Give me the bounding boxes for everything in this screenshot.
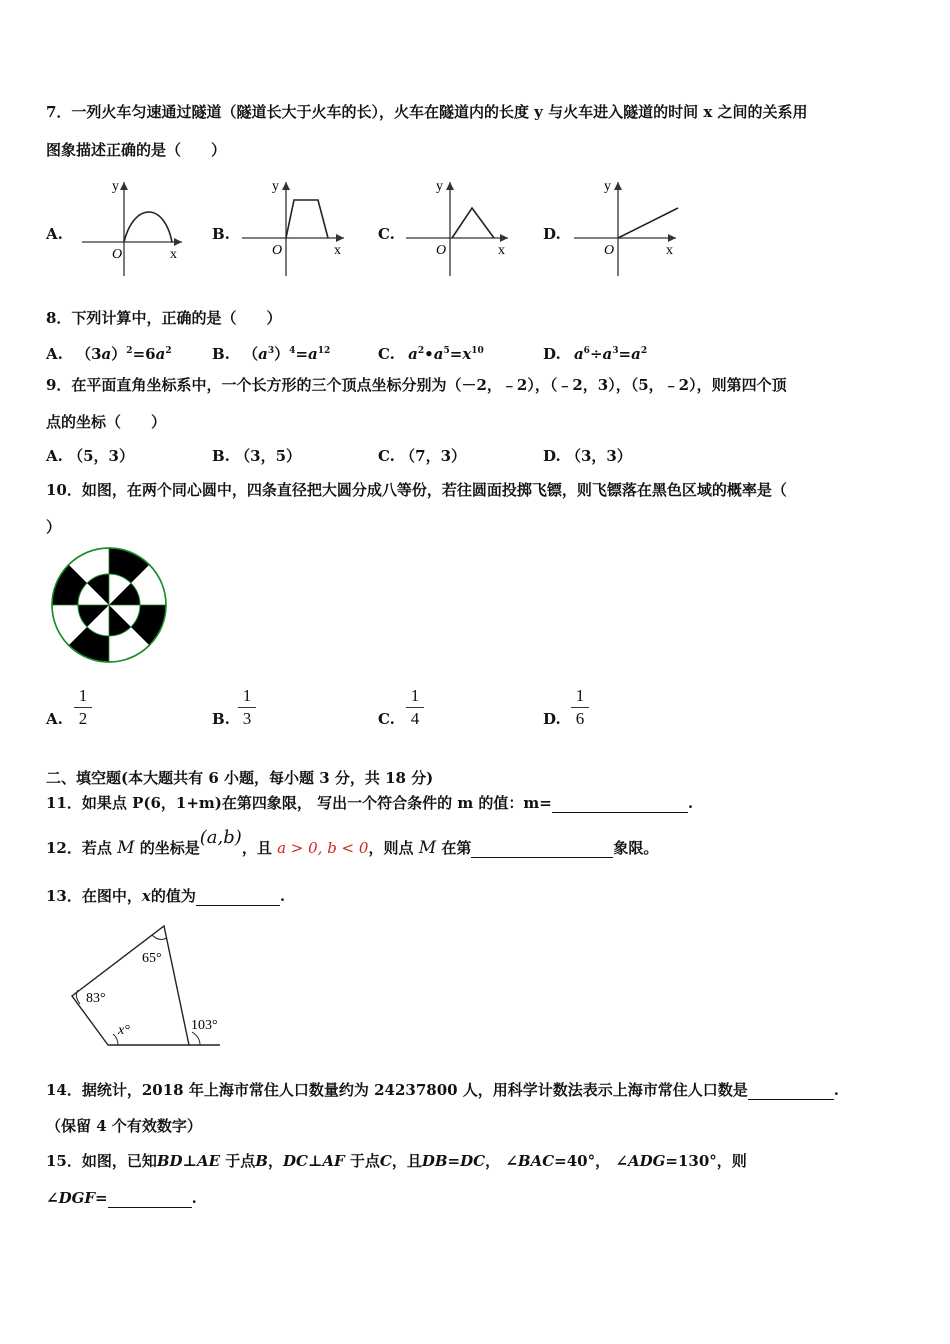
q7-d-xlabel: x — [666, 243, 673, 258]
q7-line1: 7．一列火车匀速通过隧道（隧道长大于火车的长），火车在隧道内的长度 y 与火车进入隧道的时间 x 之间的关系用 — [46, 103, 808, 121]
q7-b-ylabel: y — [272, 179, 279, 194]
section2-heading: 二、填空题(本大题共有 6 小题，每小题 3 分，共 18 分) — [46, 769, 434, 787]
q9-option-a: A. （5，3） — [46, 447, 134, 465]
q8-option-a: A. $(3a)^2=6a^2$ — [46, 345, 172, 363]
q8-label-b: B. — [212, 345, 230, 363]
q9-option-b: B. （3，5） — [212, 447, 302, 465]
q10-fraction-b: 1 3 — [236, 686, 258, 729]
q8-option-d: D. $a^6\div a^3=a^2$ — [543, 345, 648, 363]
q9-line1: 9．在平面直角坐标系中，一个长方形的三个顶点坐标分别为（－2，﹣2），（﹣2，3），（5，﹣2），则第四个顶 — [46, 376, 787, 394]
q10-line1: 10．如图，在两个同心圆中，四条直径把大圆分成八等份，若往圆面投掷飞镖，则飞镖落在黑色区域的概率是（ — [46, 481, 787, 499]
q10-label-c: C. — [378, 710, 395, 728]
q15-line2: ∠DGF= . — [46, 1189, 197, 1207]
q8-label-c: C. — [378, 345, 395, 363]
q13-angle-65: 65° — [142, 951, 162, 966]
q7-graph-b — [238, 176, 350, 280]
q11-answer-blank — [552, 796, 688, 813]
q8-option-c: C. $a^2•a^5=x^{10}$ — [378, 345, 484, 363]
q9-line2: 点的坐标（ ） — [46, 413, 167, 431]
q13-answer-blank — [196, 889, 280, 906]
q14-line1: 14．据统计，2018 年上海市常住人口数量约为 24237800 人，用科学计数法表示上海市常住人口数是 . — [46, 1081, 840, 1099]
q10-label-a: A. — [46, 710, 63, 728]
q8-option-b: B. $(a^3)^4=a^{12}$ — [212, 345, 331, 363]
q7-label-c: C. — [378, 225, 395, 243]
q7-b-origin: O — [272, 243, 283, 258]
q7-graph-d — [570, 176, 682, 280]
q7-b-xlabel: x — [334, 243, 341, 258]
q13-angle-83: 83° — [86, 991, 106, 1006]
q10-fraction-d: 1 6 — [569, 686, 591, 729]
q7-label-a: A. — [46, 225, 63, 243]
q8-stem: 8．下列计算中，正确的是（ ） — [46, 309, 282, 327]
q7-label-b: B. — [212, 225, 230, 243]
q9-option-d: D. （3，3） — [543, 447, 632, 465]
q8-label-d: D. — [543, 345, 561, 363]
q7-label-d: D. — [543, 225, 561, 243]
q7-line2: 图象描述正确的是（ ） — [46, 141, 227, 159]
q13-line: 13．在图中，x的值为 . — [46, 887, 286, 905]
q7-c-xlabel: x — [498, 243, 505, 258]
q13-angle-x: x° — [118, 1023, 130, 1038]
q7-a-origin: O — [112, 247, 123, 262]
q10-fraction-a: 1 2 — [72, 686, 94, 729]
q14-answer-blank — [748, 1083, 834, 1100]
q15-line1: 15．如图，已知BD⊥AE 于点B，DC⊥AF 于点C，且DB=DC， ∠BAC=40°， ∠ADG=130°，则 — [46, 1152, 747, 1170]
q7-d-ylabel: y — [604, 179, 611, 194]
q10-label-b: B. — [212, 710, 230, 728]
q10-target-figure — [50, 546, 168, 664]
q10-line2: ） — [46, 518, 62, 536]
q8-label-a: A. — [46, 345, 63, 363]
q9-option-c: C. （7，3） — [378, 447, 467, 465]
q15-answer-blank — [108, 1191, 192, 1208]
q12-condition: a > 0, b < 0 — [277, 839, 369, 857]
q12-coordinate: (a,b) — [199, 827, 242, 848]
q10-label-d: D. — [543, 710, 561, 728]
q10-fraction-c: 1 4 — [404, 686, 426, 729]
q12-line: 12．若点 M 的坐标是(a,b)，且 a > 0, b < 0，则点 M 在第 象限。 — [46, 827, 659, 858]
q13-angle-103: 103° — [191, 1018, 218, 1033]
q7-d-origin: O — [604, 243, 615, 258]
q11-line: 11．如果点 P(6，1+m)在第四象限， 写出一个符合条件的 m 的值：m= . — [46, 794, 694, 812]
q7-a-ylabel: y — [112, 179, 119, 194]
q7-a-xlabel: x — [170, 247, 177, 262]
q7-c-origin: O — [436, 243, 447, 258]
q13-quadrilateral-figure — [64, 920, 234, 1052]
q7-graph-c — [402, 176, 514, 280]
q14-line2: （保留 4 个有效数字） — [46, 1117, 202, 1135]
q7-c-ylabel: y — [436, 179, 443, 194]
q12-answer-blank — [471, 841, 613, 858]
q7-graph-a — [78, 176, 188, 280]
